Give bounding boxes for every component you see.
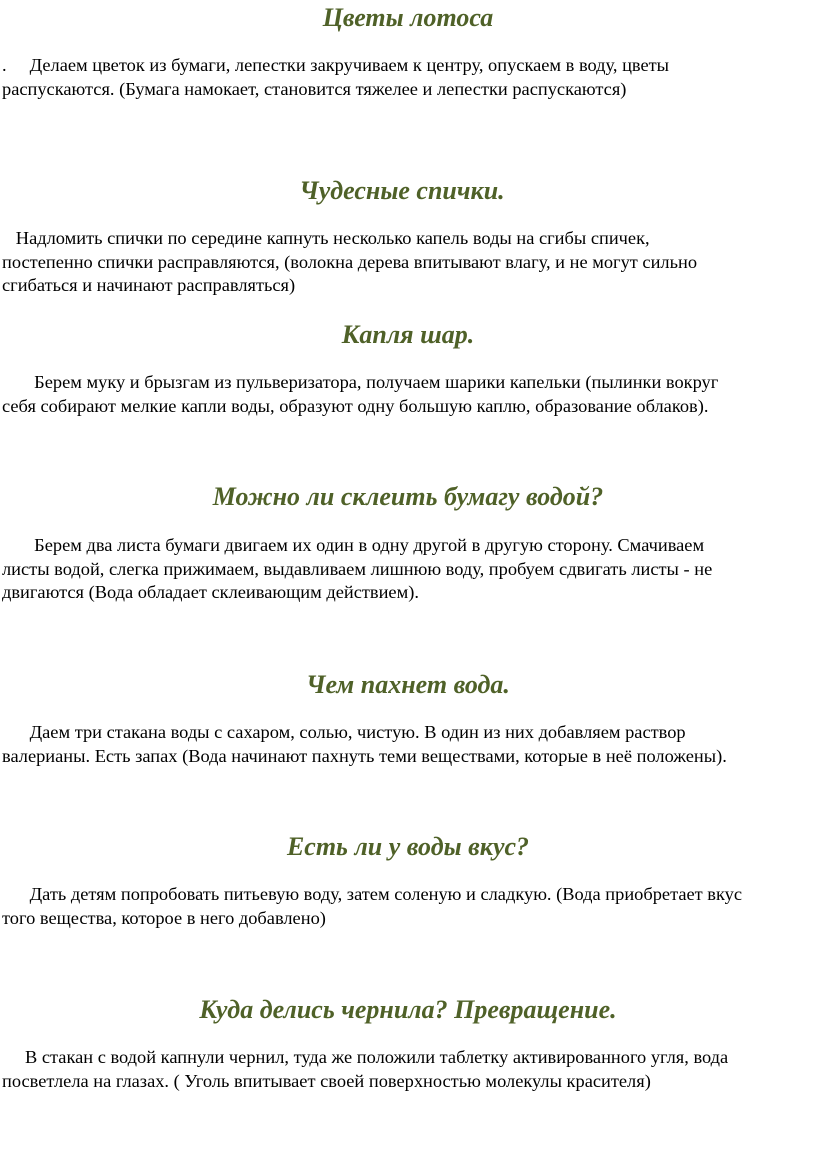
text-line: себя собирают мелкие капли воды, образуют одну большую каплю, образование облаков). xyxy=(2,395,709,416)
text-line: сгибаться и начинают расправляться) xyxy=(2,275,296,295)
section-text-ink xyxy=(2,1046,816,1093)
section-title-ink: Куда делись чернила? Превращение. xyxy=(199,995,617,1024)
text-line: постепенно спички расправляются, (волокна дерева впитывают влагу, и не могут сильно xyxy=(2,251,698,272)
section-text-glue-paper xyxy=(2,534,816,605)
section-title-lotus: Цветы лотоса xyxy=(322,3,494,32)
text-line: Берем два листа бумаги двигаем их один в одну другой в другую сторону. Смачиваем xyxy=(2,535,705,555)
text-line: листы водой, слегка прижимаем, выдавливаем лишнюю воду, пробуем сдвигать листы - не xyxy=(2,558,713,579)
text-line: валерианы. Есть запах (Вода начинают пахнуть теми веществами, которые в неё положены). xyxy=(2,745,727,766)
text-line: того вещества, которое в него добавлено) xyxy=(2,907,326,928)
section-title-water-taste: Есть ли у воды вкус? xyxy=(286,832,530,861)
section-title-glue-paper: Можно ли склеить бумагу водой? xyxy=(212,482,604,511)
section-text-matches xyxy=(2,227,816,298)
text-line: посветлела на глазах. ( Уголь впитывает своей поверхностью молекулы красителя) xyxy=(2,1070,651,1091)
section-text-lotus xyxy=(2,54,816,101)
text-line: В стакан с водой капнули чернил, туда же положили таблетку активированного угля, вода xyxy=(2,1047,729,1067)
text-line: . Делаем цветок из бумаги, лепестки закручиваем к центру, опускаем в воду, цветы xyxy=(2,55,670,75)
text-line: двигаются (Вода обладает склеивающим действием). xyxy=(2,582,419,602)
section-title-water-smell: Чем пахнет вода. xyxy=(306,670,510,699)
section-text-drop-ball xyxy=(2,371,816,418)
section-title-drop-ball: Капля шар. xyxy=(341,320,475,349)
text-line: Дать детям попробовать питьевую воду, затем соленую и сладкую. (Вода приобретает вкус xyxy=(2,884,743,904)
text-line: Надломить спички по середине капнуть несколько капель воды на сгибы спичек, xyxy=(2,228,650,248)
section-text-water-taste xyxy=(2,883,816,930)
text-line: Берем муку и брызгам из пульверизатора, получаем шарики капельки (пылинки вокруг xyxy=(2,372,719,392)
section-title-matches: Чудесные спички. xyxy=(299,176,505,205)
section-text-water-smell xyxy=(2,721,816,768)
text-line: Даем три стакана воды с сахаром, солью, чистую. В один из них добавляем раствор xyxy=(2,722,686,742)
text-line: распускаются. (Бумага намокает, становится тяжелее и лепестки распускаются) xyxy=(2,78,627,99)
